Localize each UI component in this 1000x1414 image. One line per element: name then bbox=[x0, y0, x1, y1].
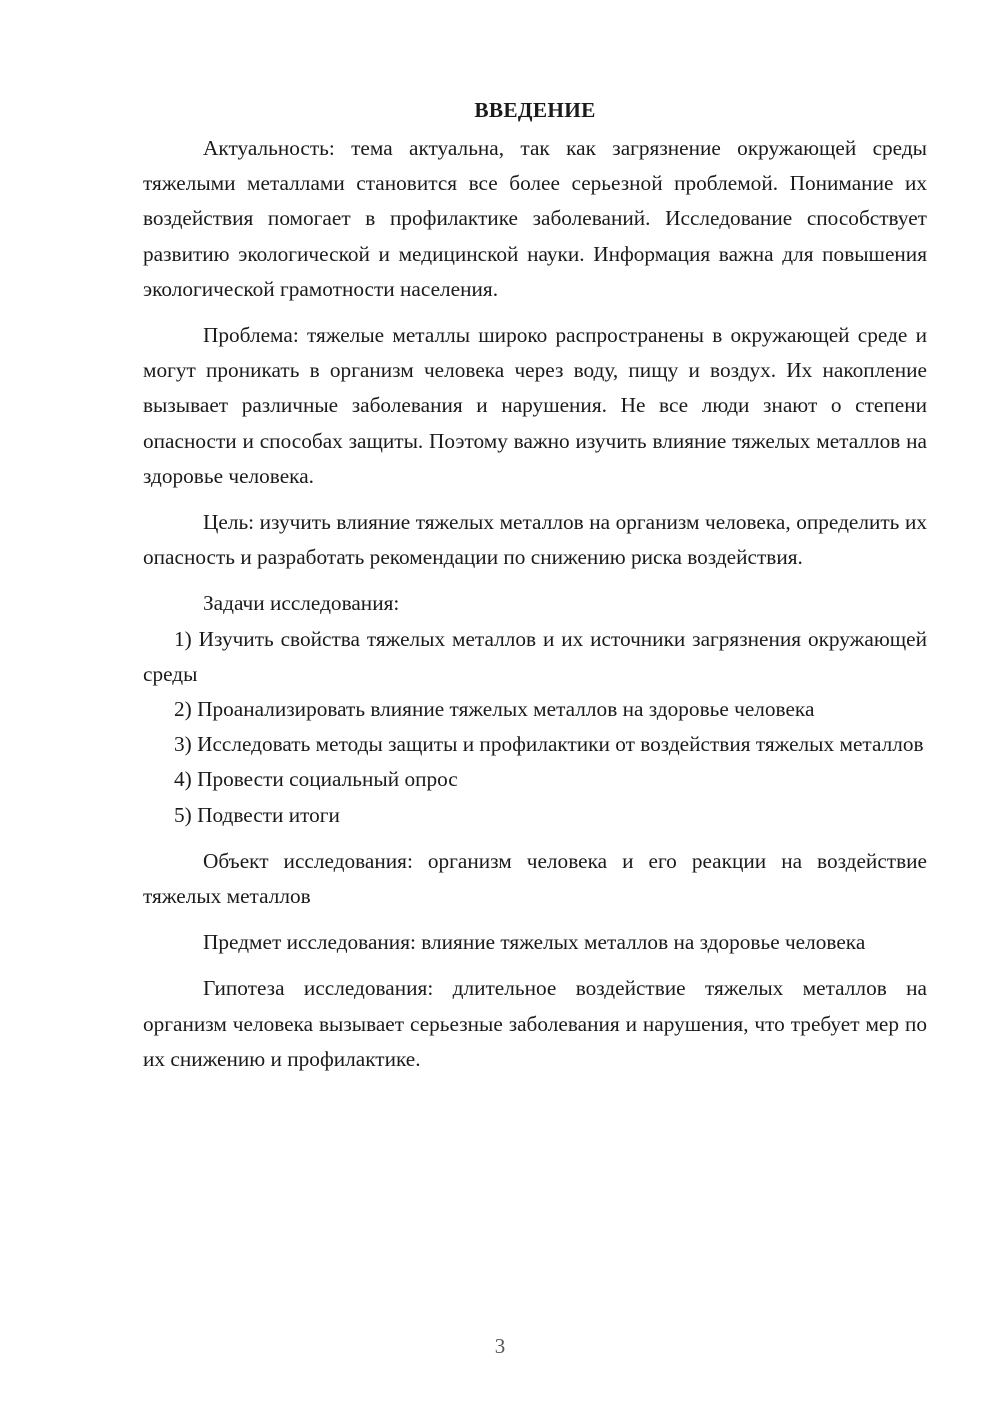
list-item: 4) Провести социальный опрос bbox=[174, 767, 458, 792]
relevance-paragraph: Актуальность: тема актуальна, так как загрязнение окружающей среды тяжелыми металлами становится все более серьезной проблемой. Понимание их воздействия помогает в профилактике заболеваний. Исследование способствует развитию экологической и медицинской науки. Информация важна для повышения экологической грамотности населения. bbox=[143, 136, 927, 301]
list-item: 5) Подвести итоги bbox=[174, 802, 340, 827]
problem-paragraph: Проблема: тяжелые металлы широко распространены в окружающей среде и могут проникать в организм человека через воду, пищу и воздух. Их накопление вызывает различные заболевания и нарушения. Не все люди знают о степени опасности и способах защиты. Поэтому важно изучить влияние тяжелых металлов на здоровье человека. bbox=[143, 323, 927, 488]
tasks-list bbox=[143, 622, 927, 833]
subject-paragraph: Предмет исследования: влияние тяжелых металлов на здоровье человека bbox=[203, 930, 866, 955]
object-paragraph: Объект исследования: организм человека и его реакции на воздействие тяжелых металлов bbox=[143, 848, 927, 909]
hypothesis-paragraph: Гипотеза исследования: длительное воздействие тяжелых металлов на организм человека вызывает серьезные заболевания и нарушения, что требует мер по их снижению и профилактике. bbox=[143, 976, 927, 1071]
list-item: 1) Изучить свойства тяжелых металлов и их источники загрязнения окружающей среды bbox=[143, 626, 927, 686]
goal-paragraph: Цель: изучить влияние тяжелых металлов на организм человека, определить их опасность и разработать рекомендации по снижению риска воздействия. bbox=[143, 510, 927, 570]
list-item: 2) Проанализировать влияние тяжелых металлов на здоровье человека bbox=[174, 697, 815, 722]
page-content bbox=[143, 92, 927, 1077]
page-number: 3 bbox=[494, 1334, 506, 1358]
tasks-title: Задачи исследования: bbox=[203, 591, 400, 616]
list-item: 3) Исследовать методы защиты и профилактики от воздействия тяжелых металлов bbox=[174, 732, 924, 757]
section-heading: ВВЕДЕНИЕ bbox=[474, 98, 596, 122]
